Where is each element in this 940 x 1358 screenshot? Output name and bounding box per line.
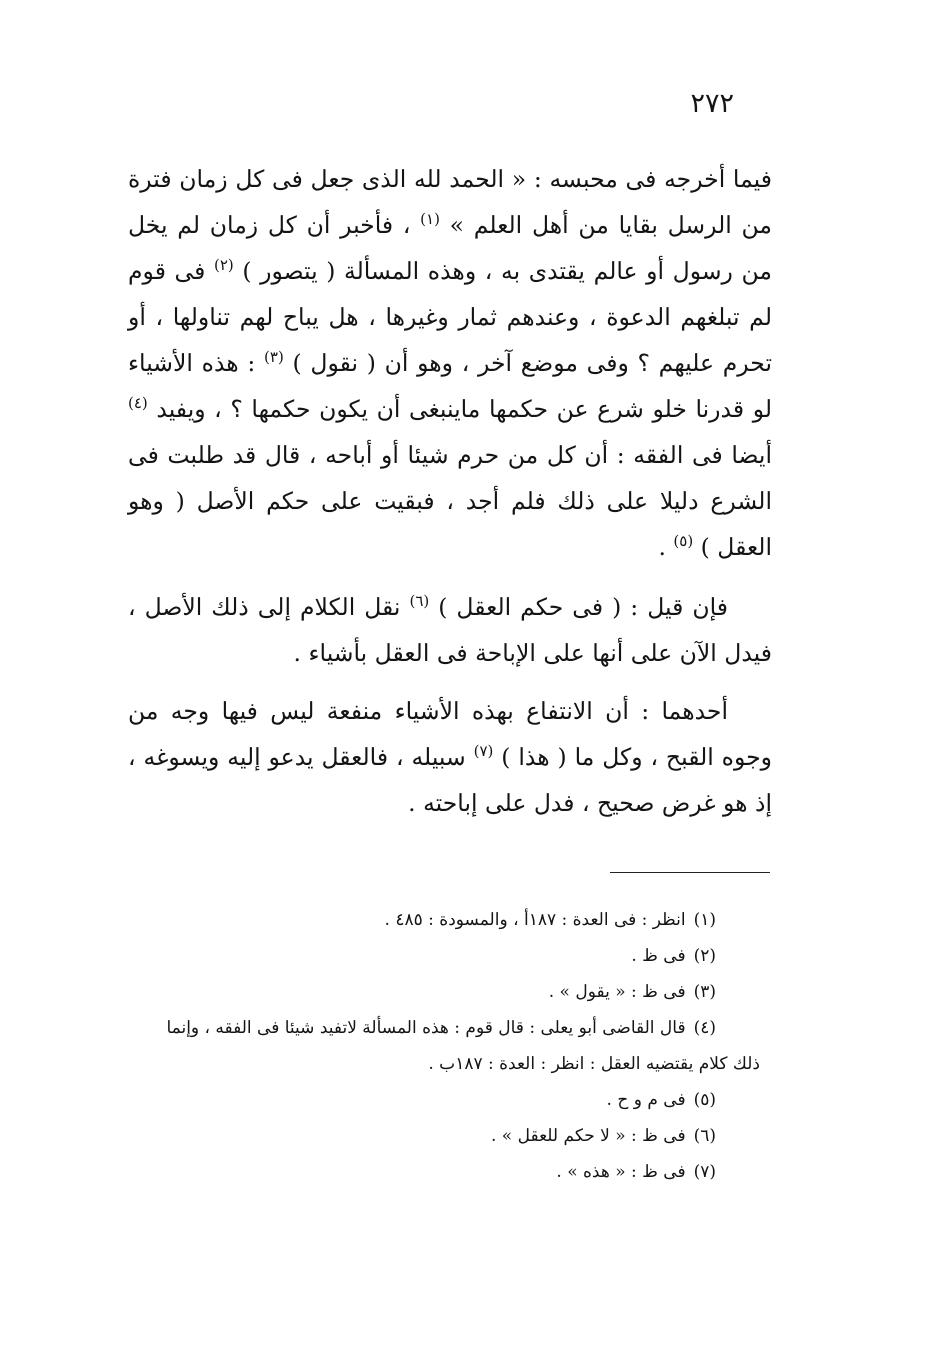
paragraph-1 [128, 156, 772, 570]
text-run: نقل الكلام إلى ذلك الأصل ، فيدل الآن على أنها على الإباحة فى العقل بأشياء . [128, 593, 772, 667]
footnote-ref-7: (٧) [473, 742, 494, 760]
text-run: أيضا فى الفقه : أن كل من حرم شيئا أو أباحه ، قال قد طلبت فى الشرع دليلا على ذلك فلم أجد ، فبقيت على حكم الأصل ( وهو العقل ) [128, 441, 772, 561]
text-run: . [658, 533, 674, 561]
footnote-number: (٧) [693, 1162, 716, 1182]
footnote-text: فى ظ : « يقول » . [548, 982, 686, 1002]
footnote-7 [128, 1154, 772, 1190]
footnote-number: (٥) [693, 1090, 716, 1110]
page-number: ٢٧٢ [690, 88, 734, 119]
footnote-ref-4: (٤) [128, 394, 148, 412]
text-run: فإن قيل : ( فى حكم العقل ) [429, 593, 728, 621]
footnote-4-continuation: ذلك كلام يقتضيه العقل : انظر : العدة : ١٨٧ب . [428, 1054, 760, 1074]
footnote-text: فى ظ : « لا حكم للعقل » . [491, 1126, 686, 1146]
text-run: سبيله ، فالعقل يدعو إليه ويسوغه ، إذ هو غرض صحيح ، فدل على إباحته . [128, 743, 772, 817]
footnote-4 [128, 1010, 772, 1046]
text-run: فيما أخرجه فى محبسه : « الحمد لله الذى جعل فى كل زمان فترة من الرسل بقايا من أهل العلم » [128, 165, 772, 239]
text-run: ، فأخبر أن كل زمان لم يخل من رسول أو عالم يقتدى به ، وهذه المسألة ( يتصور ) [128, 211, 772, 285]
paragraph-2 [128, 584, 772, 676]
footnote-6 [128, 1118, 772, 1154]
footnote-number: (٣) [693, 982, 716, 1002]
footnote-2 [128, 938, 772, 974]
footnote-ref-6: (٦) [409, 592, 430, 610]
footnote-text: فى م و ح . [606, 1090, 686, 1110]
paragraph-3 [128, 688, 772, 826]
footnote-number: (٢) [693, 946, 716, 966]
footnotes [128, 902, 772, 1190]
footnote-number: (٤) [693, 1018, 716, 1038]
main-text [128, 156, 772, 826]
footnote-text: قال القاضى أبو يعلى : قال قوم : هذه المسألة لاتفيد شيئا فى الفقه ، وإنما [166, 1018, 686, 1038]
text-run: : هذه الأشياء لو قدرنا خلو شرع عن حكمها ماينبغى أن يكون حكمها ؟ ، ويفيد [128, 349, 772, 423]
footnote-divider [610, 872, 770, 873]
footnote-text: فى ظ . [631, 946, 686, 966]
footnote-3 [128, 974, 772, 1010]
footnote-ref-5: (٥) [673, 532, 694, 550]
footnote-5 [128, 1082, 772, 1118]
footnote-1 [128, 902, 772, 938]
text-run: أحدهما : أن الانتفاع بهذه الأشياء منفعة ليس فيها وجه من وجوه القبح ، وكل ما ( هذا ) [128, 697, 772, 771]
footnote-text: فى ظ : « هذه » . [556, 1162, 686, 1182]
footnote-number: (٦) [693, 1126, 716, 1146]
footnote-text: انظر : فى العدة : ١٨٧أ ، والمسودة : ٤٨٥ . [384, 910, 686, 930]
footnote-number: (١) [693, 910, 716, 930]
text-run: فى قوم لم تبلغهم الدعوة ، وعندهم ثمار وغيرها ، هل يباح لهم تناولها ، أو تحرم عليهم ؟ وفى موضع آخر ، وهو أن ( نقول ) [128, 257, 772, 377]
footnote-ref-1: (١) [420, 210, 440, 228]
footnote-ref-2: (٢) [213, 256, 234, 274]
footnote-ref-3: (٣) [264, 348, 284, 366]
